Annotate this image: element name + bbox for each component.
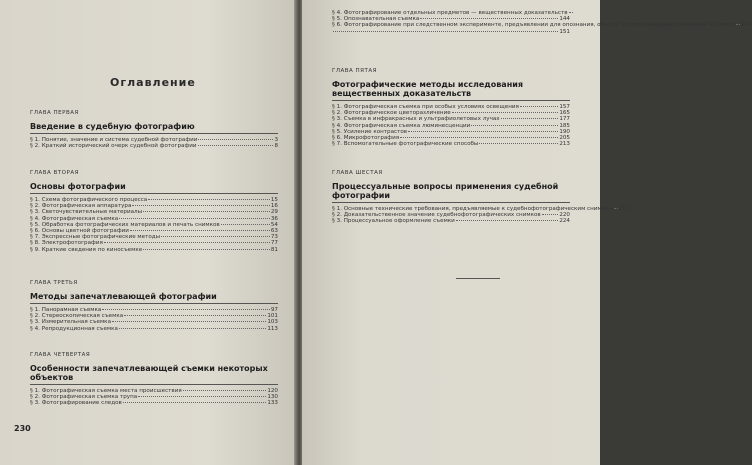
toc-entry — [30, 326, 278, 332]
leader-dots — [143, 211, 270, 212]
entry-page: 36 — [270, 215, 278, 222]
entry-page: 113 — [267, 325, 278, 332]
entry-title: § 6. Микрофотография — [332, 135, 400, 142]
chapter-label: ГЛАВА ШЕСТАЯ — [332, 170, 383, 176]
leader-dots — [420, 18, 558, 19]
leader-dots — [143, 249, 270, 250]
chapter-1 — [30, 110, 278, 149]
entry-title: § 2. Доказательственное значение судебнофотографических снимков — [332, 212, 541, 219]
chapter-items — [332, 10, 752, 35]
leader-dots — [123, 402, 266, 403]
entry-page: 103 — [267, 319, 278, 326]
leader-dots — [542, 214, 559, 215]
leader-dots — [104, 242, 270, 243]
leader-dots — [400, 137, 558, 138]
chapter-label: ГЛАВА ВТОРАЯ — [30, 170, 79, 176]
entry-page: 151 — [559, 28, 570, 35]
chapter-title: Введение в судебную фотографию — [30, 122, 195, 131]
leader-dots — [148, 199, 270, 200]
entry-title: § 5. Усиление контрастов — [332, 128, 408, 135]
entry-page: 220 — [559, 212, 570, 219]
leader-dots — [520, 106, 558, 107]
chapter-title: Методы запечатлевающей фотографии — [30, 292, 217, 301]
divider — [332, 202, 570, 203]
chapter-2 — [30, 170, 278, 253]
toc-entry — [30, 247, 278, 253]
toc-entry — [332, 22, 752, 29]
entry-page: 73 — [270, 234, 278, 241]
leader-dots — [479, 143, 558, 144]
entry-page: 77 — [270, 240, 278, 247]
entry-page: 8 — [274, 143, 278, 150]
chapter-label: ГЛАВА ПЯТАЯ — [332, 68, 377, 74]
leader-dots — [221, 224, 270, 225]
entry-title: § 2. Фотографическая аппаратура — [30, 203, 132, 210]
divider — [332, 100, 570, 101]
entry-page: 63 — [270, 228, 278, 235]
entry-title: § 4. Фотографирование отдельных предметов — вещественных доказательств — [332, 10, 568, 16]
left-page — [0, 0, 296, 465]
entry-title: § 5. Обработка фотографических материалов и печать снимков — [30, 221, 220, 228]
divider — [30, 193, 278, 194]
entry-title: § 3. Светочувствительные материалы — [30, 209, 143, 216]
entry-title: § 1. Основные технические требования, предъявляемые к судебнофотографическим снимкам — [332, 206, 613, 212]
entry-page: 147 — [740, 22, 752, 29]
entry-title: § 1. Схема фотографического процесса — [30, 197, 148, 203]
entry-page: 213 — [559, 141, 570, 148]
entry-page: 190 — [559, 128, 570, 135]
leader-dots — [333, 31, 558, 32]
chapter-items — [30, 388, 278, 407]
divider — [30, 133, 278, 134]
entry-page: 217 — [618, 206, 630, 212]
end-rule — [456, 278, 500, 279]
entry-title: § 3. Съемка в инфракрасных и ультрафиолетовых лучах — [332, 116, 500, 123]
entry-title: § 9. Краткие сведения по киносъемке — [30, 246, 143, 253]
chapter-4-continued — [332, 10, 752, 35]
entry-title: § 2. Фотографическое цветоразличение — [332, 110, 451, 117]
entry-title: § 3. Процессуальное оформление съемки — [332, 218, 455, 225]
right-page — [302, 0, 752, 465]
leader-dots — [130, 230, 270, 231]
chapter-label: ГЛАВА ЧЕТВЕРТАЯ — [30, 352, 91, 358]
entry-page: 15 — [270, 197, 278, 203]
toc-entry — [332, 218, 570, 224]
chapter-items — [30, 197, 278, 253]
chapter-items — [30, 137, 278, 149]
entry-page: 133 — [267, 400, 278, 407]
entry-page: 97 — [270, 307, 278, 313]
leader-dots — [112, 321, 266, 322]
divider — [30, 303, 278, 304]
leader-dots — [452, 112, 559, 113]
entry-page: 224 — [559, 218, 570, 225]
entry-page: 29 — [270, 209, 278, 216]
entry-title: § 2. Фотографическая съемка трупа — [30, 394, 138, 401]
leader-dots — [408, 131, 558, 132]
entry-title: § 1. Фотографическая съемка места происшествия — [30, 388, 182, 394]
leader-dots — [119, 218, 270, 219]
entry-title: § 2. Стереоскопическая съемка — [30, 313, 124, 320]
entry-title: § 1. Фотографическая съемка при особых условиях освещения — [332, 104, 519, 110]
chapter-4 — [30, 352, 278, 407]
entry-title: § 8. Электрофотография — [30, 240, 103, 247]
entry-page: 157 — [559, 104, 570, 110]
toc-entry — [332, 141, 570, 147]
entry-title: § 6. Основы цветной фотографии — [30, 228, 129, 235]
entry-title: § 7. Экспрессные фотографические методы — [30, 234, 161, 241]
leader-dots — [736, 24, 740, 25]
leader-dots — [161, 236, 270, 237]
entry-title: § 2. Краткий исторический очерк судебной фотографии — [30, 143, 197, 150]
toc-entry — [30, 400, 278, 406]
entry-title: § 5. Опознавательная съемка — [332, 16, 420, 23]
leader-dots — [183, 390, 267, 391]
entry-page: 130 — [267, 394, 278, 401]
chapter-title: Особенности запечатлевающей съемки некоторых объектов — [30, 364, 268, 382]
entry-title: § 3. Фотографирование следов — [30, 400, 122, 407]
leader-dots — [614, 208, 618, 209]
chapter-items — [332, 104, 570, 147]
entry-page: 16 — [270, 203, 278, 210]
chapter-3 — [30, 280, 278, 332]
entry-title: § 4. Фотографическая съемка люминесценции — [332, 122, 471, 129]
entry-title: § 3. Измерительная съемка — [30, 319, 111, 326]
leader-dots — [124, 315, 266, 316]
leader-dots — [102, 309, 270, 310]
entry-page: 81 — [270, 246, 278, 253]
leader-dots — [198, 139, 273, 140]
leader-dots — [456, 220, 559, 221]
toc-entry — [332, 29, 570, 35]
chapter-6 — [332, 170, 630, 225]
leader-dots — [501, 118, 559, 119]
entry-page: 54 — [270, 221, 278, 228]
entry-page: 205 — [559, 135, 570, 142]
leader-dots — [132, 205, 269, 206]
toc-entry — [30, 143, 278, 149]
entry-title: § 1. Панорамная съемка — [30, 307, 102, 313]
entry-page: 120 — [267, 388, 278, 394]
leader-dots — [119, 328, 266, 329]
entry-page: 101 — [267, 313, 278, 320]
leader-dots — [138, 396, 266, 397]
entry-title: § 1. Понятие, значение и система судебной фотографии — [30, 137, 198, 143]
entry-page: 3 — [274, 137, 278, 143]
entry-page: 165 — [559, 110, 570, 117]
entry-title: § 4. Фотографическая съемка — [30, 215, 119, 222]
page-number: 230 — [14, 424, 31, 433]
entry-title: § 7. Вспомогательные фотографические способы — [332, 141, 479, 148]
chapter-title: Основы фотографии — [30, 182, 126, 191]
leader-dots — [569, 12, 573, 13]
divider — [30, 384, 278, 385]
chapter-title: Фотографические методы исследования вещественных доказательств — [332, 80, 523, 98]
chapter-label: ГЛАВА ПЕРВАЯ — [30, 110, 79, 116]
leader-dots — [198, 145, 274, 146]
entry-page: 177 — [559, 116, 570, 123]
leader-dots — [471, 125, 558, 126]
chapter-5 — [332, 68, 570, 147]
toc-heading: Оглавление — [110, 76, 196, 89]
entry-page: 144 — [559, 16, 570, 23]
chapter-title: Процессуальные вопросы применения судебной фотографии — [332, 182, 559, 200]
chapter-items — [30, 307, 278, 332]
entry-title: § 4. Репродукционная съемка — [30, 325, 118, 332]
chapter-label: ГЛАВА ТРЕТЬЯ — [30, 280, 78, 286]
entry-title: § 6. Фотографирование при следственном эксперименте, предъявлении для опознания, обыске, воспроизведении показаний на месте — [332, 22, 735, 29]
entry-page: 185 — [559, 122, 570, 129]
chapter-items — [332, 206, 630, 225]
